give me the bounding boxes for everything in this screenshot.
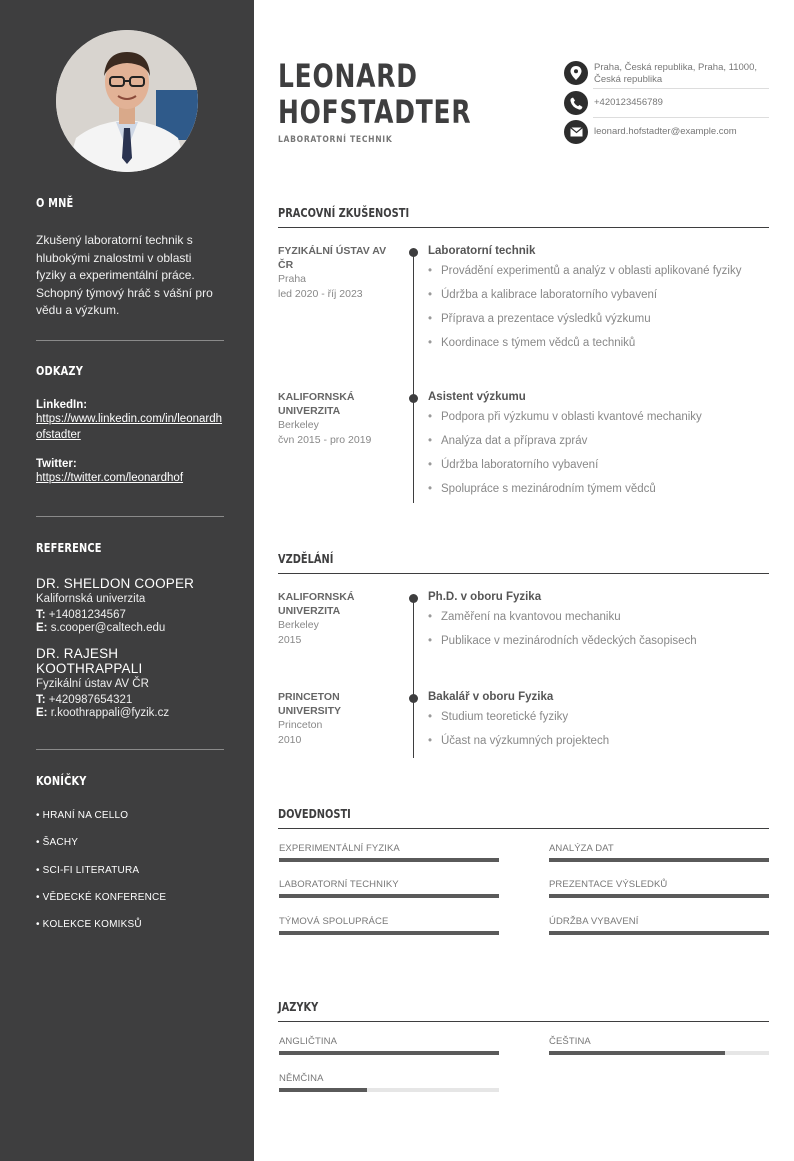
bullet-item: • Údržba a kalibrace laboratorního vybavení bbox=[428, 289, 769, 313]
entry-role: Laboratorní technik bbox=[428, 245, 536, 257]
bullet-item: • Příprava a prezentace výsledků výzkumu bbox=[428, 313, 769, 337]
contact-divider bbox=[593, 117, 769, 118]
hobby-item: • HRANÍ NA CELLO bbox=[36, 810, 129, 821]
language-item bbox=[549, 1036, 769, 1055]
location-pin-icon bbox=[564, 61, 588, 85]
entry-dates: led 2020 - říj 2023 bbox=[278, 288, 363, 300]
hobby-item: • VĚDECKÉ KONFERENCE bbox=[36, 891, 167, 903]
timeline-dot bbox=[409, 694, 418, 703]
about-text: Zkušený laboratorní technik s hlubokými znalostmi v oblasti fyziky a experimentální práce. Schopný týmový hráč s vášní pro vědu a výzkum. bbox=[36, 233, 213, 317]
bullet-item: • Podpora při výzkumu v oblasti kvantové mechaniky bbox=[428, 411, 769, 435]
bullet-item: • Provádění experimentů a analýz v oblasti aplikované fyziky bbox=[428, 265, 769, 289]
education-heading: VZDĚLÁNÍ bbox=[278, 552, 334, 566]
language-bar bbox=[279, 1051, 499, 1055]
links-section bbox=[36, 364, 224, 486]
language-bar bbox=[279, 1088, 499, 1092]
section-rule bbox=[278, 828, 769, 829]
timeline-dot bbox=[409, 248, 418, 257]
language-item bbox=[279, 1073, 499, 1092]
entry-bullets bbox=[428, 265, 769, 361]
skill-bar-fill bbox=[279, 858, 499, 862]
reference-org: Fyzikální ústav AV ČR bbox=[36, 678, 149, 690]
skill-bar bbox=[549, 858, 769, 862]
phone-text: +420123456789 bbox=[594, 97, 663, 108]
link-label-linkedin: LinkedIn: bbox=[36, 399, 88, 411]
reference-name: DR. RAJESH KOOTHRAPPALI bbox=[36, 646, 143, 676]
entry-details bbox=[428, 245, 769, 361]
entry-org: PRINCETON UNIVERSITY bbox=[278, 691, 342, 717]
entry-role: Asistent výzkumu bbox=[428, 391, 526, 403]
skill-label: ANALÝZA DAT bbox=[549, 843, 614, 854]
link-twitter[interactable]: https://twitter.com/leonardhof bbox=[36, 472, 184, 484]
contact-divider bbox=[593, 88, 769, 89]
entry-dates: 2015 bbox=[278, 634, 302, 646]
first-name: LEONARD bbox=[278, 57, 418, 95]
skill-bar-fill bbox=[549, 931, 769, 935]
hobby-list bbox=[36, 810, 224, 946]
skill-label: PREZENTACE VÝSLEDKŮ bbox=[549, 879, 668, 890]
bullet-item: • Účast na výzkumných projektech bbox=[428, 735, 769, 759]
section-rule bbox=[278, 573, 769, 574]
skill-item bbox=[549, 843, 769, 862]
entry-meta bbox=[278, 691, 396, 748]
link-item bbox=[36, 458, 224, 486]
skill-label: ÚDRŽBA VYBAVENÍ bbox=[549, 916, 639, 927]
entry-org: KALIFORNSKÁ UNIVERZITA bbox=[278, 591, 355, 617]
language-label: ČEŠTINA bbox=[549, 1036, 591, 1047]
skill-bar-fill bbox=[549, 894, 769, 898]
skills-heading: DOVEDNOSTI bbox=[278, 807, 351, 821]
experience-timeline bbox=[413, 252, 414, 503]
reference-phone: T: +14081234567 bbox=[36, 609, 126, 621]
skill-bar bbox=[279, 858, 499, 862]
timeline-dot bbox=[409, 394, 418, 403]
envelope-icon bbox=[564, 120, 588, 144]
contact-address bbox=[564, 61, 769, 86]
skill-item bbox=[279, 916, 499, 935]
skill-bar-fill bbox=[549, 858, 769, 862]
last-name: HOFSTADTER bbox=[278, 93, 472, 131]
skill-label: LABORATORNÍ TECHNIKY bbox=[279, 879, 399, 890]
hobby-item: • SCI-FI LITERATURA bbox=[36, 864, 140, 876]
bullet-item: • Publikace v mezinárodních vědeckých časopisech bbox=[428, 635, 769, 659]
references-heading: REFERENCE bbox=[36, 541, 102, 555]
skill-label: EXPERIMENTÁLNÍ FYZIKA bbox=[279, 843, 400, 854]
entry-meta bbox=[278, 591, 396, 648]
hobbies-heading: KONÍČKY bbox=[36, 774, 87, 788]
entry-details bbox=[428, 691, 769, 759]
reference-phone: T: +420987654321 bbox=[36, 694, 133, 706]
skill-bar bbox=[549, 894, 769, 898]
entry-details bbox=[428, 591, 769, 659]
entry-org: KALIFORNSKÁ UNIVERZITA bbox=[278, 391, 355, 417]
contact-phone bbox=[564, 91, 769, 115]
language-label: NĚMČINA bbox=[279, 1073, 324, 1084]
profile-photo bbox=[56, 30, 198, 172]
about-section bbox=[36, 196, 224, 320]
languages-heading: JAZYKY bbox=[278, 1000, 319, 1014]
entry-location: Princeton bbox=[278, 719, 323, 731]
hobbies-section bbox=[36, 774, 224, 946]
skill-bar bbox=[279, 894, 499, 898]
reference-item bbox=[36, 646, 224, 719]
bullet-item: • Analýza dat a příprava zpráv bbox=[428, 435, 769, 459]
language-item bbox=[279, 1036, 499, 1055]
language-label: ANGLIČTINA bbox=[279, 1036, 338, 1047]
email-text[interactable]: leonard.hofstadter@example.com bbox=[594, 126, 737, 137]
entry-meta bbox=[278, 245, 396, 302]
sidebar-divider bbox=[36, 340, 224, 341]
skill-item bbox=[279, 843, 499, 862]
person-name bbox=[278, 58, 471, 130]
bullet-item: • Spolupráce s mezinárodním týmem vědců bbox=[428, 483, 769, 507]
bullet-item: • Zaměření na kvantovou mechaniku bbox=[428, 611, 769, 635]
entry-role: Bakalář v oboru Fyzika bbox=[428, 691, 554, 703]
skill-bar bbox=[549, 931, 769, 935]
skill-item bbox=[549, 916, 769, 935]
section-rule bbox=[278, 1021, 769, 1022]
links-heading: ODKAZY bbox=[36, 364, 84, 378]
link-linkedin[interactable]: https://www.linkedin.com/in/leonardhofstadter bbox=[36, 413, 223, 441]
link-label-twitter: Twitter: bbox=[36, 458, 77, 470]
reference-name: DR. SHELDON COOPER bbox=[36, 576, 195, 591]
language-bar-fill bbox=[279, 1088, 367, 1092]
experience-heading: PRACOVNÍ ZKUŠENOSTI bbox=[278, 206, 410, 220]
address-text: Praha, Česká republika, Praha, 11000, Česká republika bbox=[594, 62, 758, 85]
hobby-item: • ŠACHY bbox=[36, 837, 79, 849]
entry-bullets bbox=[428, 611, 769, 659]
job-title: LABORATORNÍ TECHNIK bbox=[278, 135, 393, 145]
skill-item bbox=[549, 879, 769, 898]
references-section bbox=[36, 541, 224, 719]
sidebar-divider bbox=[36, 749, 224, 750]
skill-label: TÝMOVÁ SPOLUPRÁCE bbox=[279, 916, 389, 927]
entry-location: Berkeley bbox=[278, 419, 319, 431]
entry-location: Praha bbox=[278, 273, 307, 285]
sidebar bbox=[0, 0, 254, 1161]
education-timeline bbox=[413, 598, 414, 758]
bullet-item: • Studium teoretické fyziky bbox=[428, 711, 769, 735]
entry-role: Ph.D. v oboru Fyzika bbox=[428, 591, 542, 603]
entry-bullets bbox=[428, 411, 769, 507]
about-heading: O MNĚ bbox=[36, 196, 74, 210]
entry-dates: 2010 bbox=[278, 734, 302, 746]
bullet-item: • Koordinace s týmem vědců a techniků bbox=[428, 337, 769, 361]
entry-meta bbox=[278, 391, 396, 448]
language-bar bbox=[549, 1051, 769, 1055]
entry-org: FYZIKÁLNÍ ÚSTAV AV ČR bbox=[278, 245, 387, 271]
language-bar-fill bbox=[549, 1051, 725, 1055]
entry-location: Berkeley bbox=[278, 619, 319, 631]
hobby-item: • KOLEKCE KOMIKSŮ bbox=[36, 919, 142, 931]
reference-email: E: r.koothrappali@fyzik.cz bbox=[36, 707, 170, 719]
reference-email: E: s.cooper@caltech.edu bbox=[36, 622, 166, 634]
section-rule bbox=[278, 227, 769, 228]
bullet-item: • Údržba laboratorního vybavení bbox=[428, 459, 769, 483]
entry-bullets bbox=[428, 711, 769, 759]
skill-bar-fill bbox=[279, 931, 499, 935]
language-bar-fill bbox=[279, 1051, 499, 1055]
avatar bbox=[56, 30, 198, 172]
skill-bar-fill bbox=[279, 894, 499, 898]
skill-bar bbox=[279, 931, 499, 935]
entry-dates: čvn 2015 - pro 2019 bbox=[278, 434, 372, 446]
reference-org: Kalifornská univerzita bbox=[36, 593, 146, 605]
reference-item bbox=[36, 576, 224, 634]
phone-icon bbox=[564, 91, 588, 115]
sidebar-divider bbox=[36, 516, 224, 517]
skill-item bbox=[279, 879, 499, 898]
entry-details bbox=[428, 391, 769, 507]
timeline-dot bbox=[409, 594, 418, 603]
link-item bbox=[36, 399, 224, 443]
contact-email bbox=[564, 120, 769, 144]
